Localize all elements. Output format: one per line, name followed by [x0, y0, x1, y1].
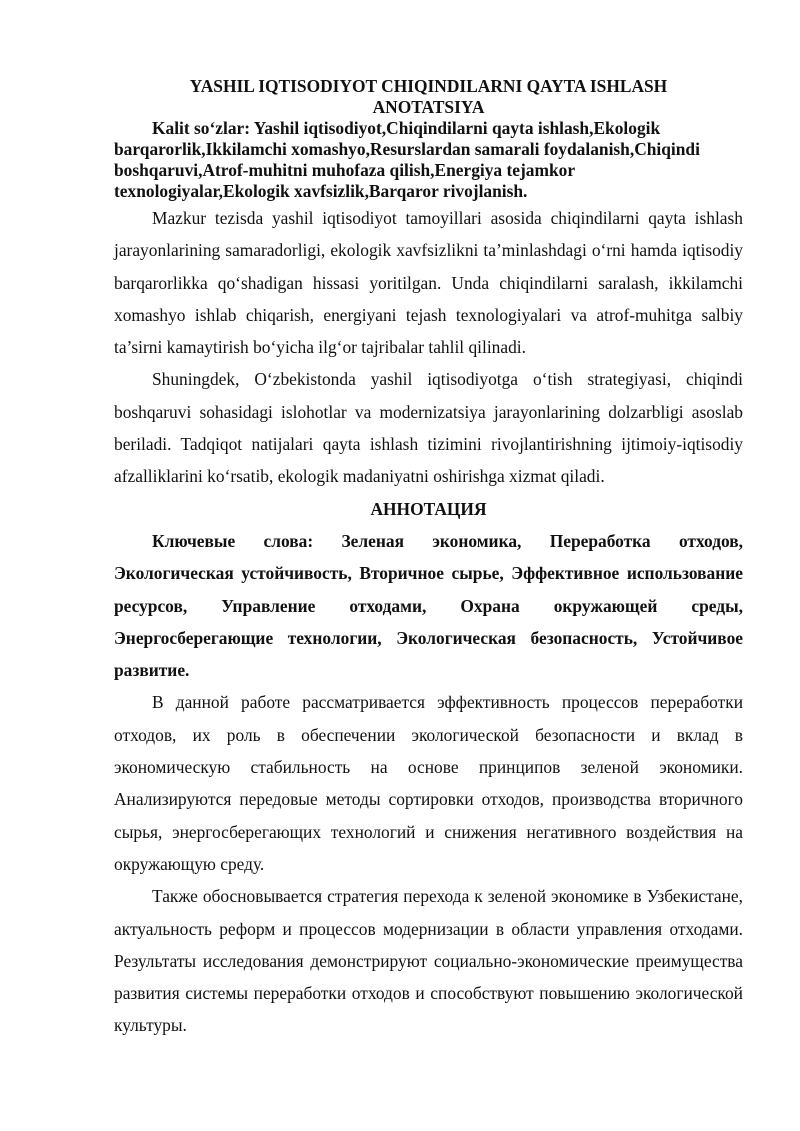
keywords-uz: Kalit so‘zlar: Yashil iqtisodiyot,Chiqindilarni qayta ishlash,Ekologik barqarorlik,Ikkilamchi xomashyo,Resurslardan samarali foydalanish,Chiqindi boshqaruvi,Atrof-muhitni muhofaza qilish,Energiya tejamkor texnologiyalar,Ekologik xavfsizlik,Barqaror rivojlanish. — [114, 118, 700, 201]
paragraph-ru-2: Также обосновывается стратегия перехода к зеленой экономике в Узбекистане, актуальность реформ и процессов модернизации в области управления отходами. Результаты исследования демонстрируют социально-экономические преимущества развития системы переработки отходов и способствуют повышению экологической культуры. — [114, 886, 743, 1036]
keywords-ru: Ключевые слова: Зеленая экономика, Переработка отходов, Экологическая устойчивость, Вторичное сырье, Эффективное использование ресурсов, Управление отходами, Охрана окружающей среды, Энергосберегающие технологии, Экологическая безопасность, Устойчивое развитие. — [114, 530, 743, 681]
document-title — [114, 76, 743, 118]
title-line-1: YASHIL IQTISODIYOT CHIQINDILARNI QAYTA ISHLASH — [189, 76, 668, 96]
heading-ru: АННОТАЦИЯ — [370, 498, 487, 519]
paragraph-ru-1: В данной работе рассматривается эффективность процессов переработки отходов, их роль в обеспечении экологической безопасности и вклад в экономическую стабильность на основе принципов зеленой экономики. Анализируются передовые методы сортировки отходов, производства вторичного сырья, энергосберегающих технологий и снижения негативного воздействия на окружающую среду. — [114, 692, 743, 874]
paragraph-uz-2: Shuningdek, O‘zbekistonda yashil iqtisodiyotga o‘tish strategiyasi, chiqindi boshqaruvi sohasidagi islohotlar va modernizatsiya jarayonlarining dolzarbligi asoslab beriladi. Tadqiqot natijalari qayta ishlash tizimini rivojlantirishning ijtimoiy-iqtisodiy afzalliklarini ko‘rsatib, ekologik madaniyatni oshirishga xizmat qiladi. — [114, 369, 743, 487]
title-line-2: ANOTATSIYA — [372, 97, 485, 117]
paragraph-uz-1: Mazkur tezisda yashil iqtisodiyot tamoyillari asosida chiqindilarni qayta ishlash jarayonlarining samaradorligi, ekologik xavfsizlikni ta’minlashdagi o‘rni hamda iqtisodiy barqarorlikka qo‘shadigan hissasi yoritilgan. Unda chiqindilarni saralash, ikkilamchi xomashyo ishlab chiqarish, energiyani tejash texnologiyalari va atrof-muhitga salbiy ta’sirni kamaytirish bo‘yicha ilg‘or tajribalar tahlil qilinadi. — [114, 208, 743, 358]
